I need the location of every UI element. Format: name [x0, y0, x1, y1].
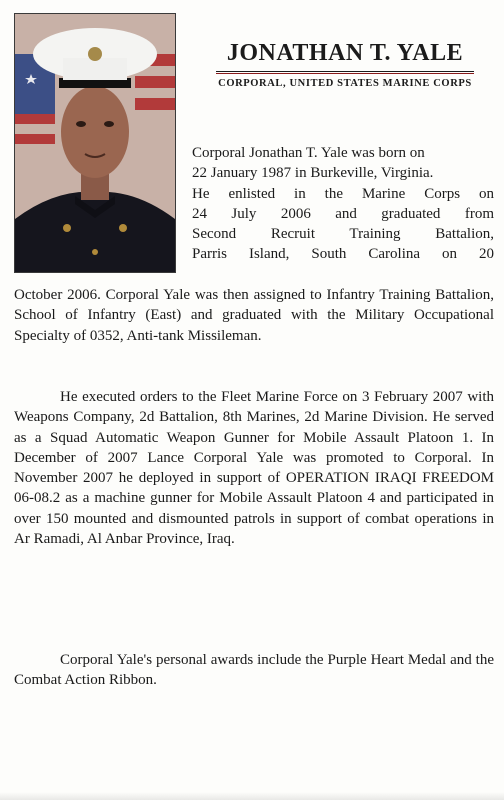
bio-paragraph-2: He executed orders to the Fleet Marine Force on 3 February 2007 with Weapons Company, 2d Battalion, 8th Marines, 2d Marine Division. He served as a Squad Automatic Weapon Gunner for Mobile Assault Platoon 1. In December of 2007 Lance Corporal Yale was promoted to Corporal. In November 2007 he deployed in support of OPERATION IRAQI FREEDOM 06-08.2 as a machine gunner for Mobile Assault Platoon 4 and participated in over 150 mounted and dismounted patrols in support of combat operations in Ar Ramadi, Al Anbar Province, Iraq.: [14, 389, 494, 548]
bio-paragraph-1-top: [192, 143, 494, 265]
portrait-photo: [14, 13, 176, 273]
header: [196, 40, 494, 89]
bio-line: Parris Island, South Carolina on 20: [192, 246, 494, 263]
bio-line: 22 January 1987 in Burkeville, Virginia.: [192, 165, 434, 182]
bio-line: He enlisted in the Marine Corps on: [192, 185, 494, 202]
page-edge: [0, 792, 504, 800]
rank-title: CORPORAL, UNITED STATES MARINE CORPS: [218, 78, 472, 89]
bio-line: Corporal Jonathan T. Yale was born on: [192, 145, 425, 161]
portrait-photo-icon: [15, 14, 175, 272]
title-divider: [216, 71, 474, 74]
person-name: JONATHAN T. YALE: [226, 40, 464, 66]
bio-line: 24 July 2006 and graduated from: [192, 205, 494, 222]
bio-line: Second Recruit Training Battalion,: [192, 226, 494, 243]
bio-paragraph-3: Corporal Yale's personal awards include the Purple Heart Medal and the Combat Action Ribbon.: [14, 652, 494, 689]
bio-paragraph-1-continued: October 2006. Corporal Yale was then assigned to Infantry Training Battalion, School of Infantry (East) and graduated with the Military Occupational Specialty of 0352, Anti-tank Missileman.: [14, 287, 494, 344]
